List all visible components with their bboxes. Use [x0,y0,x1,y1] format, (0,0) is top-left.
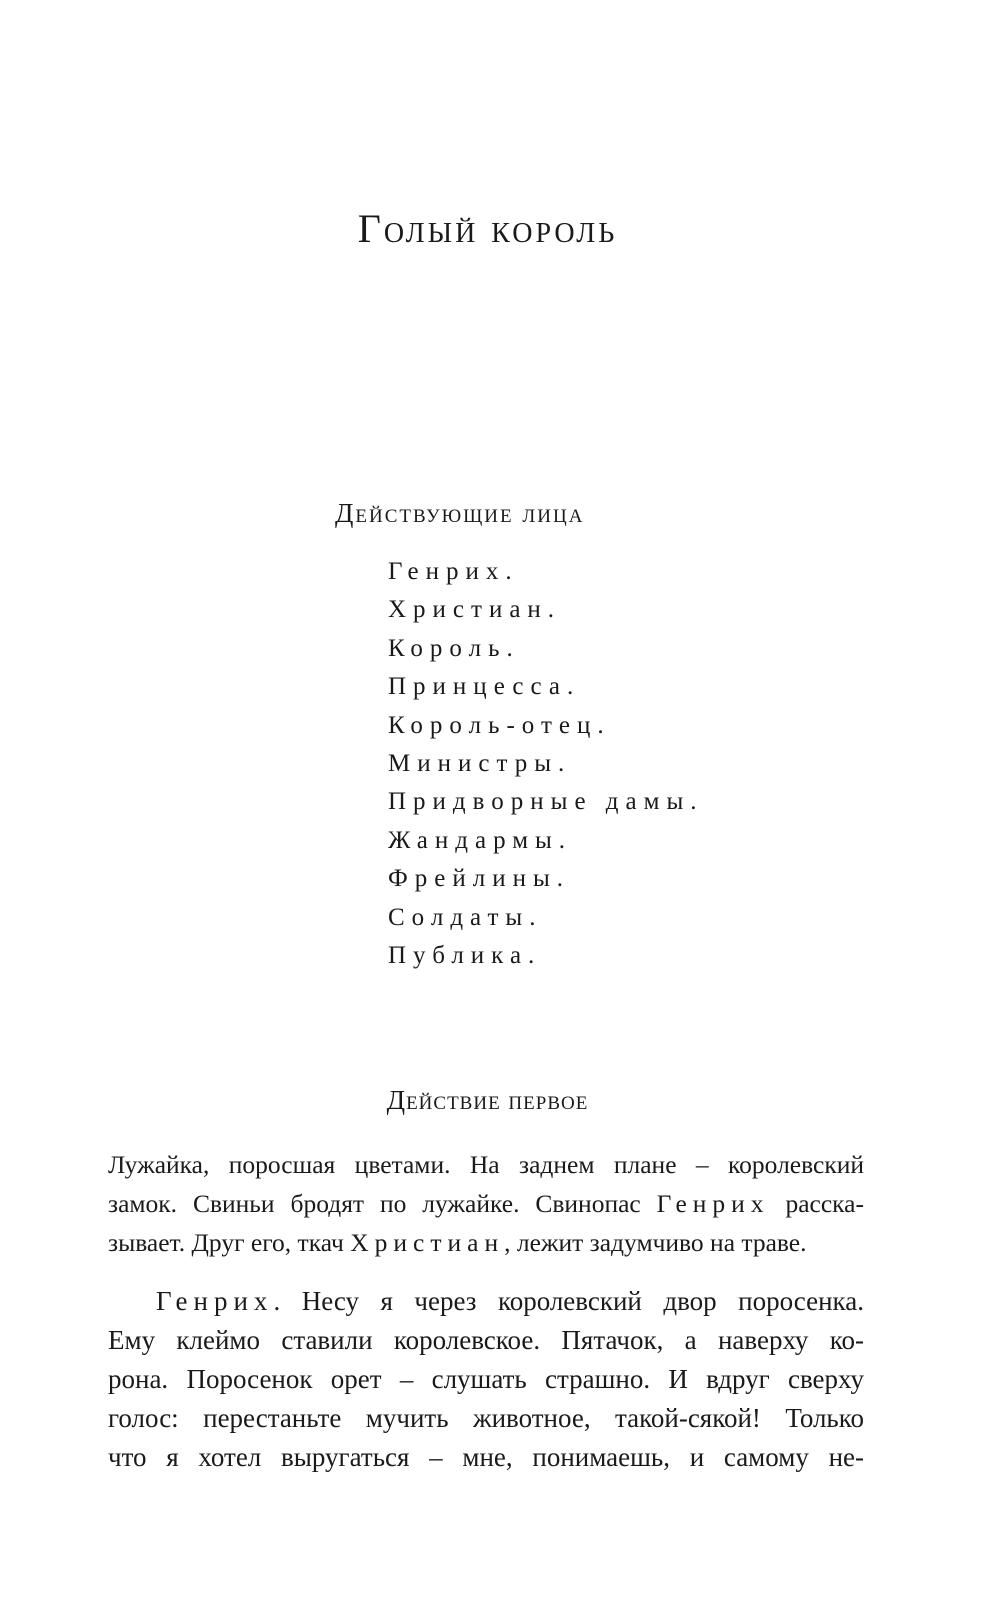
cast-member: Солдаты. [388,903,543,931]
text-fragment: зывает. Друг его, ткач [108,1228,351,1257]
stage-direction-line: Лужайка, поросшая цветами. На заднем плане – королевский [108,1150,864,1179]
cast-list [388,553,704,975]
stage-direction [108,1145,864,1262]
character-name: Христиан [350,1228,505,1257]
cast-member: Жандармы. [388,826,573,854]
stage-direction-line [108,1223,864,1262]
cast-member: Христиан. [388,596,562,624]
text-fragment: . Несу я через королевский двор поросенка. [273,1286,864,1316]
act-heading: Действие первое [386,1085,589,1115]
character-name: Генрих [656,1189,770,1218]
cast-member: Публика. [388,941,542,969]
page-title: Голый король [357,206,618,251]
dialogue-line: Ему клеймо ставили королевское. Пятачок, а наверху ко- [108,1325,864,1355]
dialogue-line: что я хотел выругаться – мне, понимаешь, и самому не- [108,1442,864,1472]
cast-member: Король. [388,634,520,662]
text-fragment: , лежит задумчиво на траве. [504,1228,807,1257]
dialogue-line [108,1282,864,1321]
cast-member: Принцесса. [388,673,581,701]
dialogue-line: голос: перестаньте мучить животное, такой-сякой! Только [108,1403,864,1433]
cast-member: Фрейлины. [388,865,571,893]
stage-direction-line [108,1184,864,1223]
speaker-name: Генрих [156,1286,274,1316]
dialogue-paragraph [108,1282,864,1477]
text-fragment: замок. Свиньи бродят по лужайке. Свинопас [108,1189,657,1218]
cast-member: Генрих. [388,558,519,585]
cast-heading: Действующие лица [335,498,585,528]
cast-member: Придворные дамы. [388,788,704,816]
text-fragment: расска- [769,1189,864,1218]
cast-member: Король-отец. [388,711,611,739]
cast-member: Министры. [388,749,572,777]
dialogue-line: рона. Поросенок орет – слушать страшно. И вдруг сверху [108,1364,864,1394]
